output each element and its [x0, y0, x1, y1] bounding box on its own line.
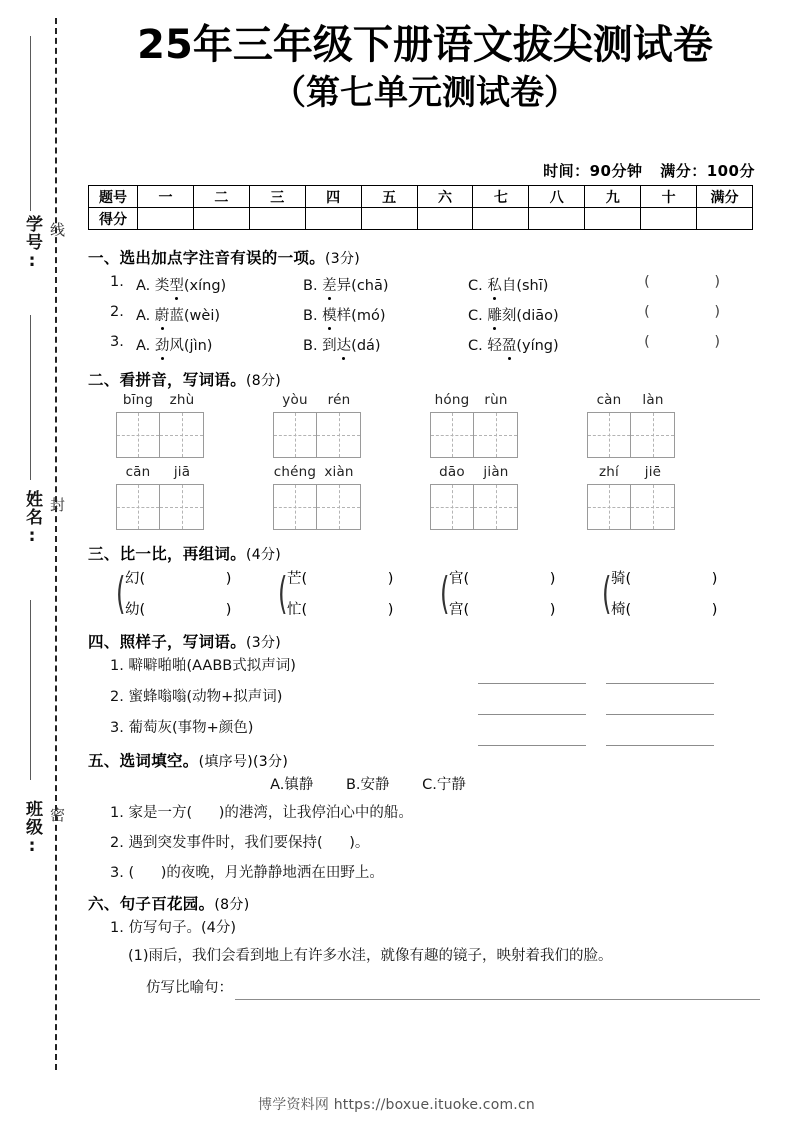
field-label-class: 班级:: [22, 800, 42, 857]
tianzige-cell[interactable]: [160, 485, 203, 529]
pinyin-grid-row-2: [88, 464, 768, 536]
score-cell-6[interactable]: [417, 208, 473, 230]
pinyin-syllable: dāo: [439, 464, 465, 480]
brace-icon: (: [440, 568, 450, 619]
section-6-heading: 句子百花园。: [119, 895, 215, 913]
question-1-2: [88, 300, 768, 330]
answer-line[interactable]: [606, 733, 714, 746]
q6-item-text: 雨后，我们会看到地上有许多水洼，就像有趣的镜子，映射着我们的脸。: [148, 948, 613, 964]
tianzige-box[interactable]: [430, 484, 518, 530]
exam-content: [88, 240, 768, 1000]
score-cell-9[interactable]: [585, 208, 641, 230]
tianzige-cell[interactable]: [160, 413, 203, 457]
pinyin-syllable: zhù: [169, 392, 195, 408]
section-2-title: [88, 368, 768, 390]
q1-3-b-pre: 到: [322, 338, 337, 354]
score-col-2: 二: [193, 186, 249, 208]
pinyin-grid-group-4: [587, 392, 675, 458]
pinyin-syllable: yòu: [282, 392, 308, 408]
tianzige-box[interactable]: [587, 412, 675, 458]
pinyin-syllable: rén: [327, 392, 351, 408]
score-col-total: 满分: [697, 186, 753, 208]
score-cell-total[interactable]: [697, 208, 753, 230]
watermark-footer: 博学资料网 https://boxue.ituoke.com.cn: [258, 1097, 535, 1113]
section-2-points: (8分): [246, 373, 282, 389]
pinyin-syllable: jiā: [173, 464, 191, 480]
q1-1-b-tag: B.: [303, 278, 318, 294]
compare-char: 椅: [611, 602, 626, 618]
q5-3-pre: (: [128, 865, 135, 881]
score-col-10: 十: [641, 186, 697, 208]
question-4-2: [88, 685, 768, 716]
q1-2-c-pinyin: (diāo): [516, 308, 559, 324]
q5-1-post: )的港湾，让我停泊心中的船。: [218, 805, 413, 821]
compare-group-4: [602, 566, 755, 628]
compare-item[interactable]: [611, 566, 755, 597]
q4-2-number: 2.: [110, 689, 124, 705]
section-3-heading: 比一比，再组词。: [119, 545, 247, 563]
score-col-3: 三: [249, 186, 305, 208]
tianzige-cell[interactable]: [474, 413, 517, 457]
compare-char: 幻: [125, 571, 140, 587]
section-1-heading: 选出加点字注音有误的一项。: [119, 249, 326, 267]
q1-3-b-tag: B.: [303, 338, 318, 354]
pinyin-grid-group-8: [587, 464, 675, 530]
section-5-number: 五、: [88, 752, 120, 770]
score-col-9: 九: [585, 186, 641, 208]
compare-item[interactable]: [287, 597, 431, 628]
student-field-rule-2: [30, 315, 31, 480]
q4-1-number: 1.: [110, 658, 124, 674]
q4-3-answer-blanks[interactable]: [478, 730, 714, 742]
question-4-1: [88, 654, 768, 685]
compare-word-row: [88, 566, 768, 628]
question-6-answer-row: [88, 972, 768, 1000]
word-bank-option-b[interactable]: B.安静: [345, 777, 390, 793]
section-6: [88, 892, 768, 1000]
row-header-score: 得分: [89, 208, 138, 230]
section-5-word-bank: [88, 773, 768, 800]
exam-time-label: 时间：90分钟: [543, 162, 643, 180]
pinyin-syllable: bīng: [122, 392, 154, 408]
pinyin-syllable: cān: [125, 464, 151, 480]
q4-2-answer-blanks[interactable]: [478, 699, 714, 711]
score-col-7: 七: [473, 186, 529, 208]
section-1-points: (3分): [325, 251, 361, 267]
tianzige-box[interactable]: [430, 412, 518, 458]
compare-answer-parens[interactable]: ( ): [301, 571, 432, 587]
q5-2-pre: 遇到突发事件时，我们要保持(: [128, 835, 323, 851]
section-4-points: (3分): [246, 635, 282, 651]
compare-answer-parens[interactable]: ( ): [625, 571, 756, 587]
score-cell-4[interactable]: [305, 208, 361, 230]
page-title-block: [75, 22, 775, 115]
compare-item[interactable]: [287, 566, 431, 597]
section-1-number: 一、: [88, 249, 120, 267]
compare-answer-parens[interactable]: ( ): [139, 571, 270, 587]
section-5-points: (填序号)(3分): [198, 754, 289, 770]
answer-line[interactable]: [606, 671, 714, 684]
compare-answer-parens[interactable]: ( ): [301, 602, 432, 618]
q1-3-answer-parens[interactable]: ( ): [644, 334, 750, 350]
q1-1-b-dotted-char: 差: [322, 274, 337, 295]
q5-3-post: )的夜晚，月光静静地洒在田野上。: [160, 865, 384, 881]
score-col-6: 六: [417, 186, 473, 208]
question-5-1: [88, 800, 768, 830]
question-5-2: [88, 830, 768, 860]
compare-item[interactable]: [125, 597, 269, 628]
score-cell-7[interactable]: [473, 208, 529, 230]
score-col-5: 五: [361, 186, 417, 208]
compare-group-2: [278, 566, 431, 628]
q4-1-hint: (AABB式拟声词): [186, 658, 296, 674]
q4-2-hint: (动物+拟声词): [186, 689, 283, 705]
compare-answer-parens[interactable]: ( ): [463, 602, 594, 618]
q1-2-a-tag: A.: [136, 308, 151, 324]
student-field-rule-3: [30, 600, 31, 780]
score-cell-5[interactable]: [361, 208, 417, 230]
q4-3-hint: (事物+颜色): [171, 720, 254, 736]
pinyin-grid-row-1: [88, 392, 768, 464]
answer-line[interactable]: [478, 733, 586, 746]
compare-group-3: [440, 566, 593, 628]
tianzige-box[interactable]: [273, 484, 361, 530]
tianzige-cell[interactable]: [631, 485, 674, 529]
section-3-title: [88, 542, 768, 564]
pinyin-syllable: chéng: [273, 464, 317, 480]
score-col-1: 一: [138, 186, 194, 208]
q5-1-number: 1.: [110, 805, 124, 821]
q5-1-blank[interactable]: [192, 805, 219, 821]
section-6-points: (8分): [214, 897, 250, 913]
q1-3-c-pinyin: (yíng): [516, 338, 559, 354]
brace-icon: (: [602, 568, 612, 619]
q1-3-a-pinyin: (jìn): [183, 338, 213, 354]
compare-char: 官: [449, 571, 464, 587]
q4-1-answer-blanks[interactable]: [478, 668, 714, 680]
pinyin-label-8: [587, 464, 675, 484]
pinyin-label-4: [587, 392, 675, 412]
tianzige-cell[interactable]: [317, 413, 360, 457]
pinyin-syllable: zhí: [599, 464, 619, 480]
compare-answer-parens[interactable]: ( ): [463, 571, 594, 587]
section-4: [88, 630, 768, 747]
compare-char: 芒: [287, 571, 302, 587]
pinyin-syllable: jiàn: [483, 464, 509, 480]
question-1-1: [88, 270, 768, 300]
q1-1-a-dotted-char: 型: [169, 274, 184, 295]
answer-line[interactable]: [606, 702, 714, 715]
section-3-points: (4分): [246, 547, 282, 563]
compare-item[interactable]: [611, 597, 755, 628]
seal-char-line: 线: [48, 222, 66, 238]
section-5-heading: 选词填空。: [119, 752, 199, 770]
q1-2-answer-parens[interactable]: ( ): [644, 304, 750, 320]
score-table: [88, 185, 753, 230]
q1-2-c-tag: C.: [468, 308, 483, 324]
compare-item[interactable]: [125, 566, 269, 597]
q1-1-option-c[interactable]: [468, 274, 548, 295]
q5-2-post: )。: [349, 835, 370, 851]
question-4-3: [88, 716, 768, 747]
pinyin-label-7: [430, 464, 518, 484]
q5-2-number: 2.: [110, 835, 124, 851]
compare-answer-parens[interactable]: ( ): [625, 602, 756, 618]
answer-line[interactable]: [478, 671, 586, 684]
exam-total-label: 满分：100分: [660, 162, 755, 180]
q1-1-c-tag: C.: [468, 278, 483, 294]
q5-3-blank[interactable]: [134, 865, 161, 881]
section-4-heading: 照样子，写词语。: [119, 633, 247, 651]
pinyin-syllable: jiē: [644, 464, 662, 480]
field-label-name: 姓名:: [22, 490, 42, 547]
compare-char: 忙: [287, 602, 302, 618]
section-2-heading: 看拼音，写词语。: [119, 371, 247, 389]
q1-1-b-pinyin: (chā): [351, 278, 389, 294]
q1-3-c-pre: 轻: [487, 338, 502, 354]
score-cell-8[interactable]: [529, 208, 585, 230]
q1-3-option-a[interactable]: [136, 334, 212, 355]
section-6-number: 六、: [88, 895, 120, 913]
q1-3-a-dotted-char: 劲: [155, 334, 170, 355]
answer-line-long[interactable]: [235, 985, 760, 1000]
q6-item-label: (1): [128, 948, 149, 964]
section-3: [88, 542, 768, 628]
q1-1-answer-parens[interactable]: ( ): [644, 274, 750, 290]
q1-3-number: 3.: [110, 334, 124, 350]
q1-2-a-dotted-char: 蔚: [155, 304, 170, 325]
pinyin-grid-group-1: [116, 392, 204, 458]
pinyin-grid-group-7: [430, 464, 518, 530]
exam-meta: [531, 160, 755, 181]
table-row-scores: [89, 208, 753, 230]
score-cell-2[interactable]: [193, 208, 249, 230]
seal-char-seal: 封: [48, 497, 66, 513]
section-6-subsection-title: [88, 916, 768, 944]
compare-char: 宫: [449, 602, 464, 618]
section-1: [88, 246, 768, 360]
q1-3-a-tag: A.: [136, 338, 151, 354]
score-cell-10[interactable]: [641, 208, 697, 230]
pinyin-grid-group-6: [273, 464, 361, 530]
q1-2-c-post: 刻: [501, 308, 517, 324]
q5-1-pre: 家是一方(: [128, 805, 193, 821]
q1-3-b-dotted-char: 达: [337, 334, 352, 355]
pinyin-label-1: [116, 392, 204, 412]
section-6-title: [88, 892, 768, 914]
pinyin-syllable: làn: [642, 392, 664, 408]
pinyin-syllable: càn: [596, 392, 622, 408]
pinyin-label-2: [273, 392, 361, 412]
q1-2-option-c[interactable]: [468, 304, 559, 325]
section-5-title: [88, 749, 768, 771]
section-4-title: [88, 630, 768, 652]
section-2-number: 二、: [88, 371, 120, 389]
q1-1-a-tag: A.: [136, 278, 151, 294]
seal-dashed-line: [55, 18, 57, 1070]
page-subtitle: （第七单元测试卷）: [272, 73, 578, 114]
section-3-number: 三、: [88, 545, 120, 563]
tianzige-cell[interactable]: [274, 413, 317, 457]
row-header-question: 题号: [89, 186, 138, 208]
pinyin-syllable: xiàn: [324, 464, 354, 480]
q1-2-a-post: 蓝: [169, 308, 184, 324]
q1-2-b-post: 样: [336, 308, 352, 324]
tianzige-cell[interactable]: [117, 485, 160, 529]
q1-1-a-pre: 类: [154, 278, 170, 294]
q1-2-b-pinyin: (mó): [351, 308, 386, 324]
tianzige-box[interactable]: [273, 412, 361, 458]
compare-char: 骑: [611, 571, 626, 587]
q1-1-c-pinyin: (shī): [516, 278, 549, 294]
q5-2-blank[interactable]: [323, 835, 350, 851]
pinyin-label-5: [116, 464, 204, 484]
question-5-3: [88, 860, 768, 890]
pinyin-grid-group-2: [273, 392, 361, 458]
compare-group-1: [116, 566, 269, 628]
q1-3-c-tag: C.: [468, 338, 483, 354]
tianzige-cell[interactable]: [431, 413, 474, 457]
tianzige-cell[interactable]: [588, 485, 631, 529]
q1-2-number: 2.: [110, 304, 124, 320]
brace-icon: (: [116, 568, 126, 619]
compare-item[interactable]: [449, 597, 593, 628]
q1-1-a-pinyin: (xíng): [183, 278, 227, 294]
q1-2-c-dotted-char: 雕: [487, 304, 502, 325]
pinyin-grid-group-3: [430, 392, 518, 458]
student-field-rule-1: [30, 36, 31, 211]
tianzige-box[interactable]: [587, 484, 675, 530]
brace-icon: (: [278, 568, 288, 619]
q1-3-c-dotted-char: 盈: [502, 334, 517, 355]
question-1-3: [88, 330, 768, 360]
q6-write-label: 仿写比喻句：: [146, 980, 233, 996]
q1-1-c-dotted-char: 私: [487, 274, 502, 295]
table-row-question-numbers: [89, 186, 753, 208]
q1-1-option-a[interactable]: [136, 274, 226, 295]
question-6-1-1: [88, 944, 768, 972]
word-bank-option-c[interactable]: C.宁静: [422, 777, 466, 793]
word-bank-option-a[interactable]: A.镇静: [270, 777, 314, 793]
compare-item[interactable]: [449, 566, 593, 597]
q1-3-a-post: 风: [169, 338, 184, 354]
score-col-4: 四: [305, 186, 361, 208]
score-cell-3[interactable]: [249, 208, 305, 230]
q1-1-number: 1.: [110, 274, 124, 290]
q1-2-a-pinyin: (wèi): [183, 308, 221, 324]
pinyin-syllable: rùn: [484, 392, 508, 408]
tianzige-cell[interactable]: [317, 485, 360, 529]
q4-2-example: 蜜蜂嗡嗡: [128, 689, 187, 705]
seal-char-secret: 密: [48, 807, 66, 823]
s6-sub-points: (4分): [200, 920, 236, 936]
q4-3-number: 3.: [110, 720, 124, 736]
q1-2-option-a[interactable]: [136, 304, 220, 325]
pinyin-label-3: [430, 392, 518, 412]
tianzige-cell[interactable]: [431, 485, 474, 529]
score-col-8: 八: [529, 186, 585, 208]
q5-3-number: 3.: [110, 865, 124, 881]
q4-3-example: 葡萄灰: [128, 720, 172, 736]
score-cell-1[interactable]: [138, 208, 194, 230]
tianzige-cell[interactable]: [588, 413, 631, 457]
q1-2-b-tag: B.: [303, 308, 318, 324]
tianzige-box[interactable]: [116, 412, 204, 458]
s6-sub-number: 1.: [110, 920, 124, 936]
q1-1-b-post: 异: [336, 278, 352, 294]
section-4-number: 四、: [88, 633, 120, 651]
pinyin-syllable: hóng: [434, 392, 470, 408]
s6-sub-heading: 仿写句子。: [128, 920, 201, 936]
tianzige-box[interactable]: [116, 484, 204, 530]
tianzige-cell[interactable]: [474, 485, 517, 529]
q1-3-option-b[interactable]: [303, 334, 381, 355]
page-title: 25年三年级下册语文拔尖测试卷: [137, 22, 713, 68]
section-1-title: [88, 246, 768, 268]
tianzige-cell[interactable]: [117, 413, 160, 457]
field-label-student-id: 学号:: [22, 215, 42, 272]
section-5: [88, 749, 768, 890]
pinyin-label-6: [273, 464, 361, 484]
q1-1-option-b[interactable]: [303, 274, 389, 295]
q1-1-c-post: 自: [501, 278, 517, 294]
compare-char: 幼: [125, 602, 140, 618]
answer-line[interactable]: [478, 702, 586, 715]
q1-2-b-dotted-char: 模: [322, 304, 337, 325]
q1-3-b-pinyin: (dá): [351, 338, 381, 354]
q1-3-option-c[interactable]: [468, 334, 559, 355]
tianzige-cell[interactable]: [274, 485, 317, 529]
pinyin-grid-group-5: [116, 464, 204, 530]
tianzige-cell[interactable]: [631, 413, 674, 457]
q4-1-example: 噼噼啪啪: [128, 658, 187, 674]
compare-answer-parens[interactable]: ( ): [139, 602, 270, 618]
q1-2-option-b[interactable]: [303, 304, 385, 325]
section-2: [88, 368, 768, 536]
